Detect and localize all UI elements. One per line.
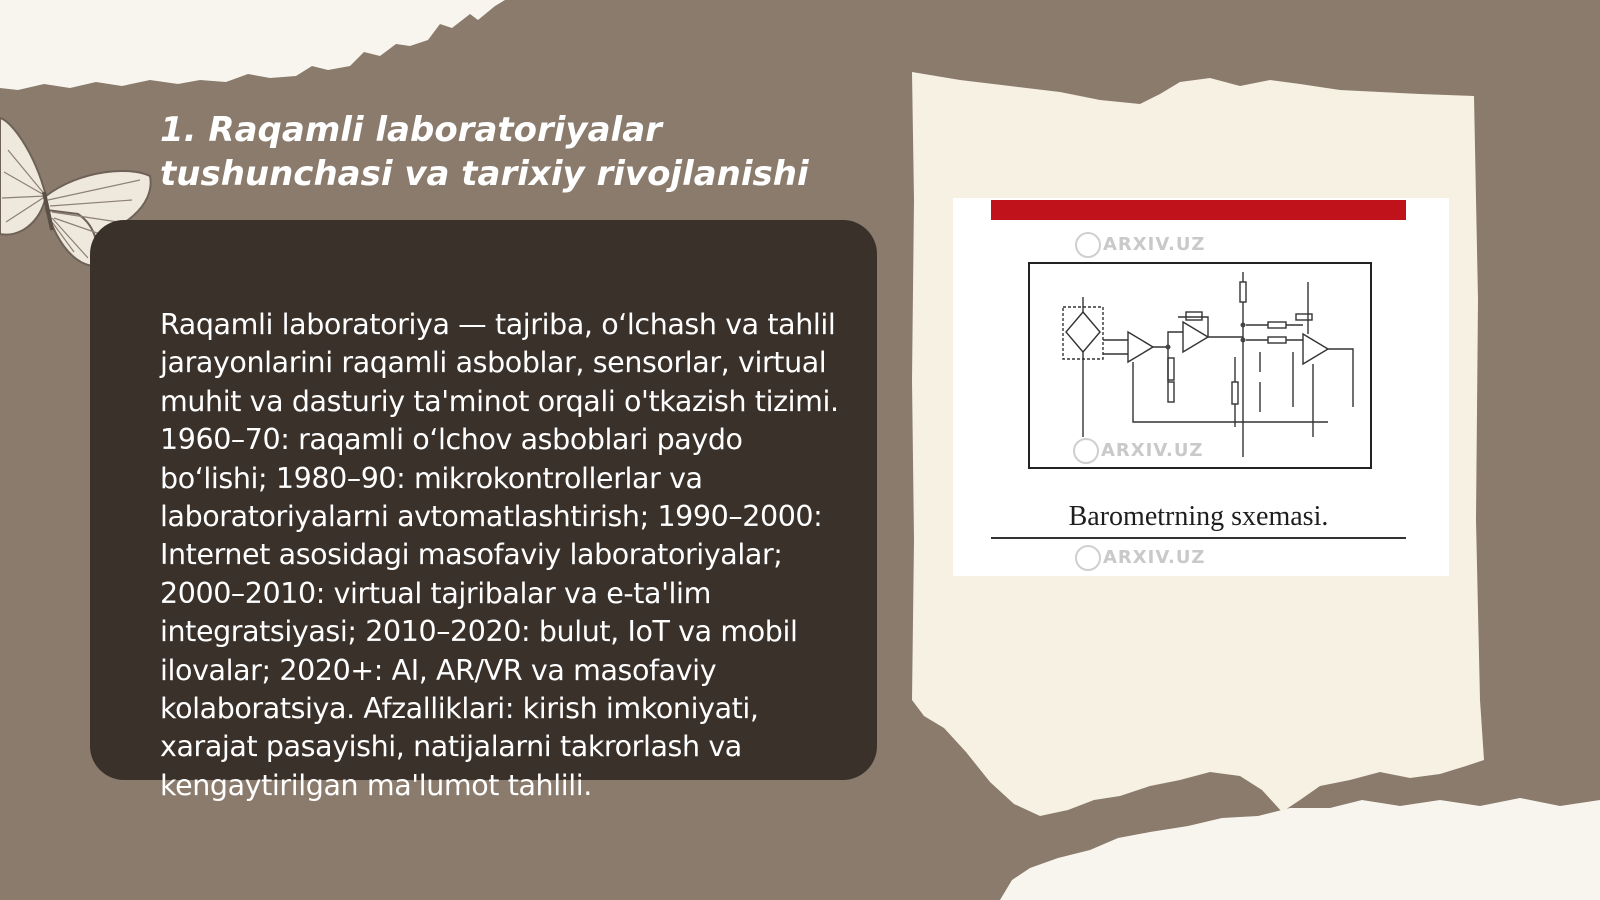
body-text: Raqamli laboratoriya — tajriba, oʻlchash va tahlil jarayonlarini raqamli asboblar, sensorlar, virtual muhit va dasturiy ta'minot orqali o'tkazish tizimi. 1960–70: raqamli oʻlchov asboblari paydo boʻlishi; 1980–90: mikrokontrollerlar va laboratoriyalarni avtomatlashtirish; 1990–2000: Internet asosidagi masofaviy laboratoriyalar; 2000–2010: virtual tajribalar va e-ta'lim integratsiyasi; 2010–2020: bulut, IoT va mobil ilovalar; 2020+: AI, AR/VR va masofaviy kolaboratsiya. Afzalliklari: kirish imkoniyati, xarajat pasayishi, natijalarni takrorlash va kengaytirilgan ma'lumot tahlili. — [160, 308, 839, 802]
figure-rule — [991, 537, 1406, 539]
title-line-1: 1. Raqamli laboratoriyalar — [160, 110, 662, 150]
watermark-top: ARXIV.UZ — [1075, 232, 1205, 258]
watermark-icon — [1073, 438, 1099, 464]
watermark-middle: ARXIV.UZ — [1073, 438, 1203, 464]
figure-accent-bar — [991, 200, 1406, 220]
title-line-2: tushunchasi va tarixiy rivojlanishi — [160, 154, 809, 194]
watermark-bottom: ARXIV.UZ — [1075, 545, 1205, 571]
slide-title — [160, 108, 860, 196]
figure-caption: Barometrning sxemasi. — [1068, 501, 1329, 532]
figure-image — [953, 198, 1449, 576]
watermark-icon — [1075, 545, 1101, 571]
torn-paper-bottom-right — [1000, 798, 1600, 900]
watermark-icon — [1075, 232, 1101, 258]
